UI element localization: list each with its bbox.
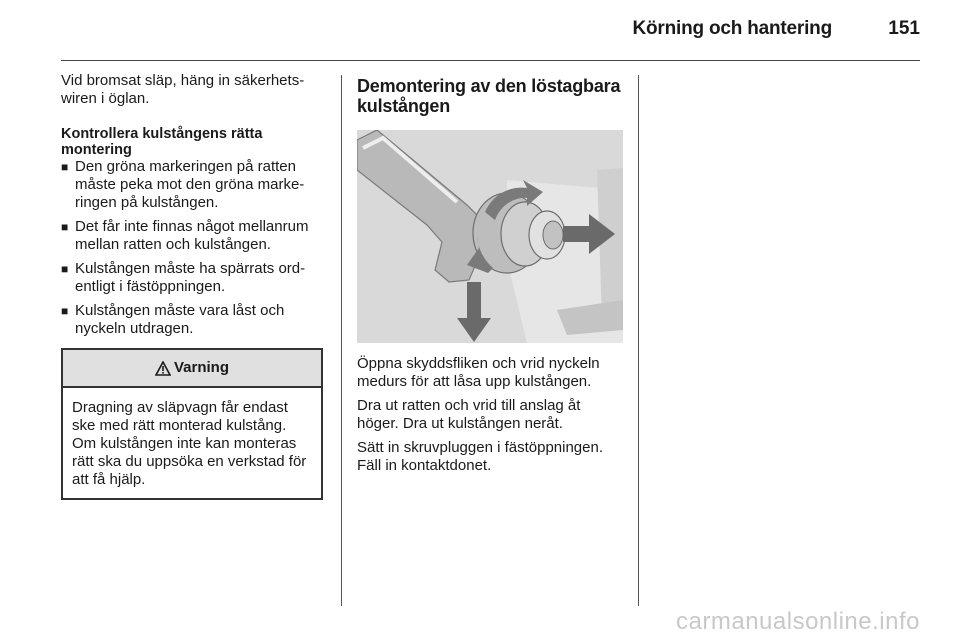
bullet-icon: ■ bbox=[61, 160, 69, 174]
instruction-paragraph: Dra ut ratten och vrid till anslag åt höger. Dra ut kulstången neråt. bbox=[357, 397, 581, 432]
list-item-text: Kulstången måste vara låst och nyckeln utdragen. bbox=[75, 302, 285, 337]
warning-triangle-icon bbox=[155, 361, 171, 376]
list-item bbox=[61, 260, 327, 296]
warning-header bbox=[63, 350, 321, 388]
check-list bbox=[61, 158, 327, 338]
bullet-icon: ■ bbox=[61, 262, 69, 276]
warning-box bbox=[61, 348, 323, 500]
instruction-paragraph: Öppna skyddsfliken och vrid nyckeln medurs för att låsa upp kulstången. bbox=[357, 355, 600, 390]
list-item-text: Den gröna markeringen på ratten måste peka mot den gröna marke-ringen på kulstången. bbox=[75, 158, 305, 211]
list-item-text: Det får inte finnas något mellanrum mellan ratten och kulstången. bbox=[75, 218, 309, 253]
left-column bbox=[61, 72, 327, 500]
header-title: Körning och hantering bbox=[632, 18, 832, 39]
intro-paragraph: Vid bromsat släp, häng in säkerhets-wiren i öglan. bbox=[61, 72, 305, 107]
list-item-text: Kulstången måste ha spärrats ord-entligt i fästöppningen. bbox=[75, 260, 306, 295]
tow-bar-removal-illustration bbox=[357, 130, 623, 343]
header-divider bbox=[61, 60, 920, 61]
check-heading: Kontrollera kulstångens rätta montering bbox=[61, 126, 263, 158]
middle-column bbox=[357, 72, 623, 481]
list-item bbox=[61, 302, 327, 338]
bullet-icon: ■ bbox=[61, 304, 69, 318]
warning-text: Dragning av släpvagn får endast ske med rätt monterad kulstång. Om kulstången inte kan monteras rätt ska du uppsöka en verkstad för att få hjälp. bbox=[72, 399, 307, 488]
warning-title: Varning bbox=[173, 359, 229, 376]
watermark: carmanualsonline.info bbox=[676, 608, 920, 635]
column-divider-left bbox=[341, 75, 342, 606]
page-number: 151 bbox=[888, 18, 920, 39]
column-divider-right bbox=[638, 75, 639, 606]
bullet-icon: ■ bbox=[61, 220, 69, 234]
section-heading: Demontering av den löstagbara kulstången bbox=[357, 76, 621, 116]
list-item bbox=[61, 218, 327, 254]
list-item bbox=[61, 158, 327, 212]
instructions bbox=[357, 355, 623, 475]
instruction-paragraph: Sätt in skruvpluggen i fästöppningen. Fäll in kontaktdonet. bbox=[357, 439, 603, 474]
